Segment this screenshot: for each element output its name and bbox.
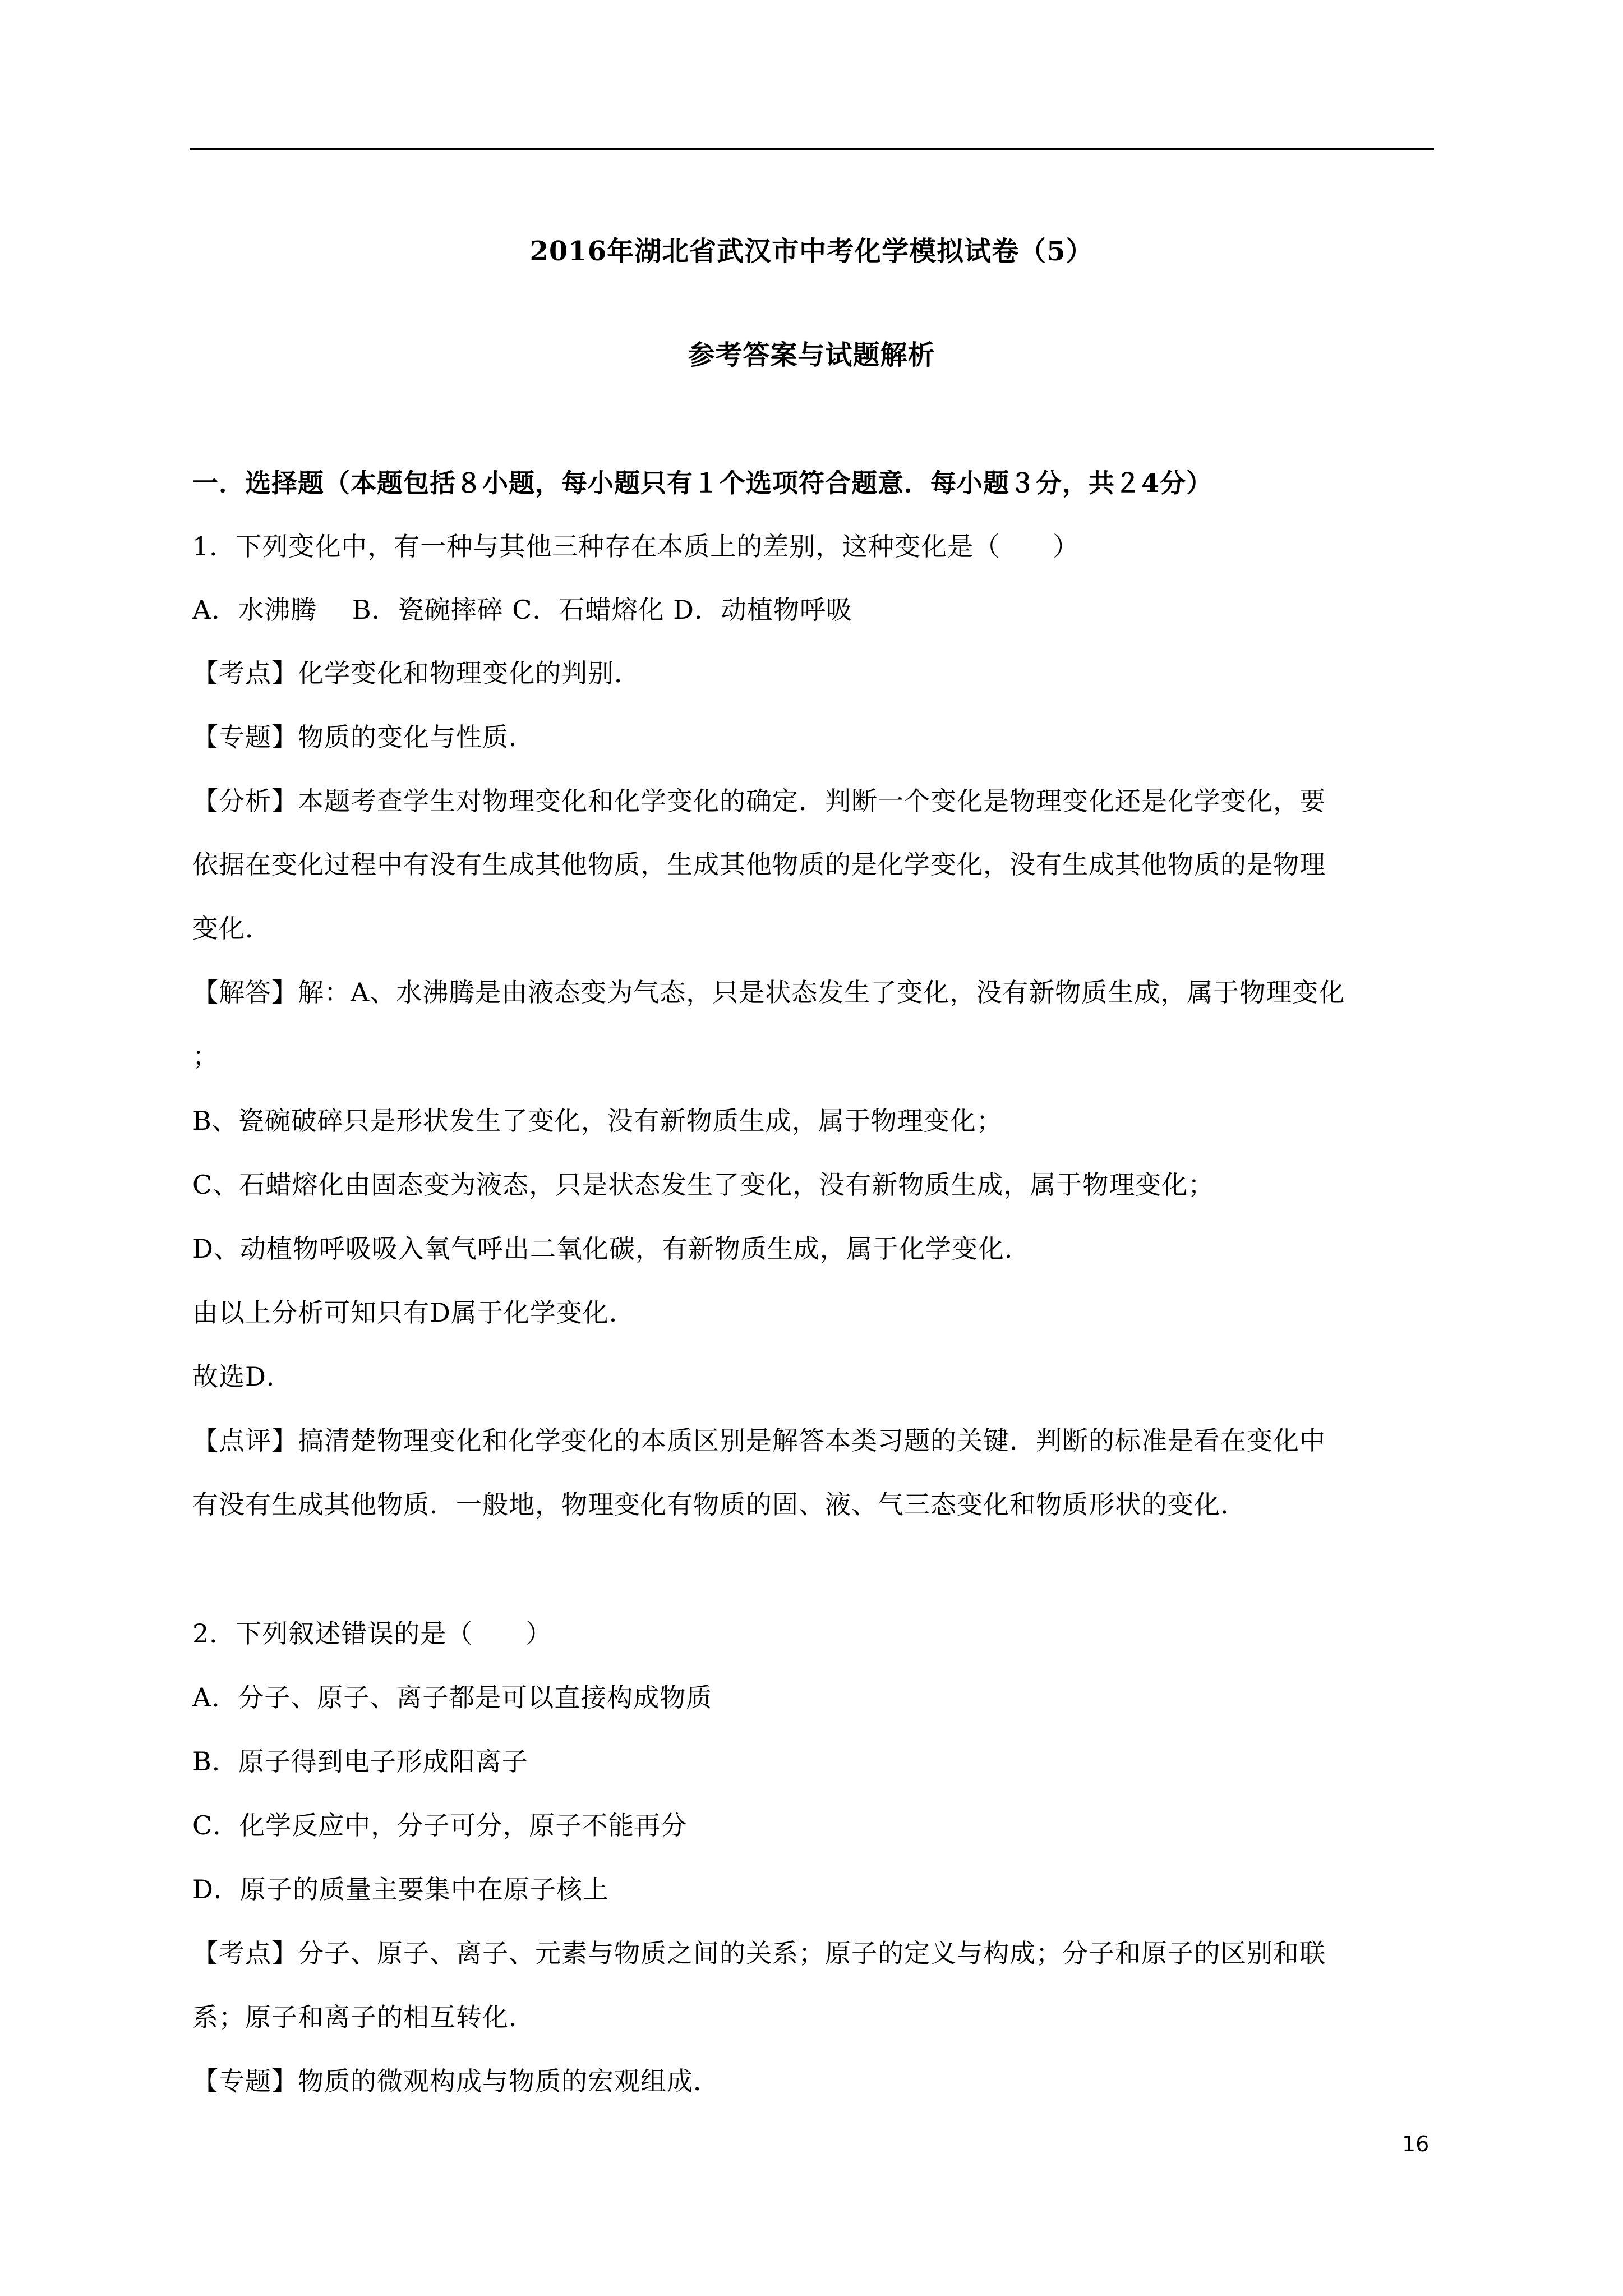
question-1-fenxi-line: 依据在变化过程中有没有生成其他物质，生成其他物质的是化学变化，没有生成其他物质的是物理 xyxy=(192,849,1326,880)
question-1-jieda-line: 由以上分析可知只有D属于化学变化． xyxy=(192,1297,635,1328)
question-2-option-b: B．原子得到电子形成阳离子 xyxy=(192,1746,528,1777)
question-2-option-d: D．原子的质量主要集中在原子核上 xyxy=(192,1874,609,1904)
question-2-kaodian-line: 【考点】分子、原子、离子、元素与物质之间的关系；原子的定义与构成；分子和原子的区别和联 xyxy=(192,1938,1326,1968)
question-2-kaodian-line: 系；原子和离子的相互转化． xyxy=(192,2002,535,2032)
question-1-dianping-line: 【点评】搞清楚物理变化和化学变化的本质区别是解答本类习题的关键．判断的标准是看在变化中 xyxy=(192,1425,1326,1456)
document-title: 2016年湖北省武汉市中考化学模拟试卷（5） xyxy=(529,236,1094,267)
page-number: 16 xyxy=(1402,2132,1430,2156)
question-1-answer: 故选D． xyxy=(192,1361,293,1392)
question-1-jieda-line: C、石蜡熔化由固态变为液态，只是状态发生了变化，没有新物质生成，属于物理变化； xyxy=(192,1170,1215,1200)
question-1-jieda-line: ； xyxy=(192,1041,219,1071)
question-2-option-a: A．分子、原子、离子都是可以直接构成物质 xyxy=(192,1682,713,1713)
question-1-zhuanti: 【专题】物质的变化与性质． xyxy=(192,722,535,752)
question-1-fenxi-line: 【分析】本题考查学生对物理变化和化学变化的确定．判断一个变化是物理变化还是化学变化，要 xyxy=(192,786,1326,816)
question-1-fenxi-line: 变化． xyxy=(192,913,271,944)
question-1-jieda-line: B、瓷碗破碎只是形状发生了变化，没有新物质生成，属于物理变化； xyxy=(192,1106,1003,1136)
question-2-option-c: C．化学反应中，分子可分，原子不能再分 xyxy=(192,1810,688,1841)
question-1-jieda-line: 【解答】解：A、水沸腾是由液态变为气态，只是状态发生了变化，没有新物质生成，属于物理变化 xyxy=(192,977,1345,1007)
question-2-zhuanti: 【专题】物质的微观构成与物质的宏观组成． xyxy=(192,2066,720,2096)
question-1-dianping-line: 有没有生成其他物质．一般地，物理变化有物质的固、液、气三态变化和物质形状的变化． xyxy=(192,1489,1247,1520)
question-2-stem: 2．下列叙述错误的是（ ） xyxy=(192,1618,552,1649)
document-subtitle: 参考答案与试题解析 xyxy=(688,339,935,371)
question-1-stem: 1．下列变化中，有一种与其他三种存在本质上的差别，这种变化是（ ） xyxy=(192,531,1080,562)
question-1-jieda-line: D、动植物呼吸吸入氧气呼出二氧化碳，有新物质生成，属于化学变化． xyxy=(192,1234,1031,1264)
section-heading: 一．选择题（本题包括８小题，每小题只有１个选项符合题意．每小题３分，共２4分） xyxy=(192,468,1213,498)
header-rule xyxy=(190,148,1434,150)
question-1-kaodian: 【考点】化学变化和物理变化的判别． xyxy=(192,658,640,688)
question-1-options: A．水沸腾 B．瓷碗摔碎 C．石蜡熔化 D．动植物呼吸 xyxy=(192,595,852,625)
